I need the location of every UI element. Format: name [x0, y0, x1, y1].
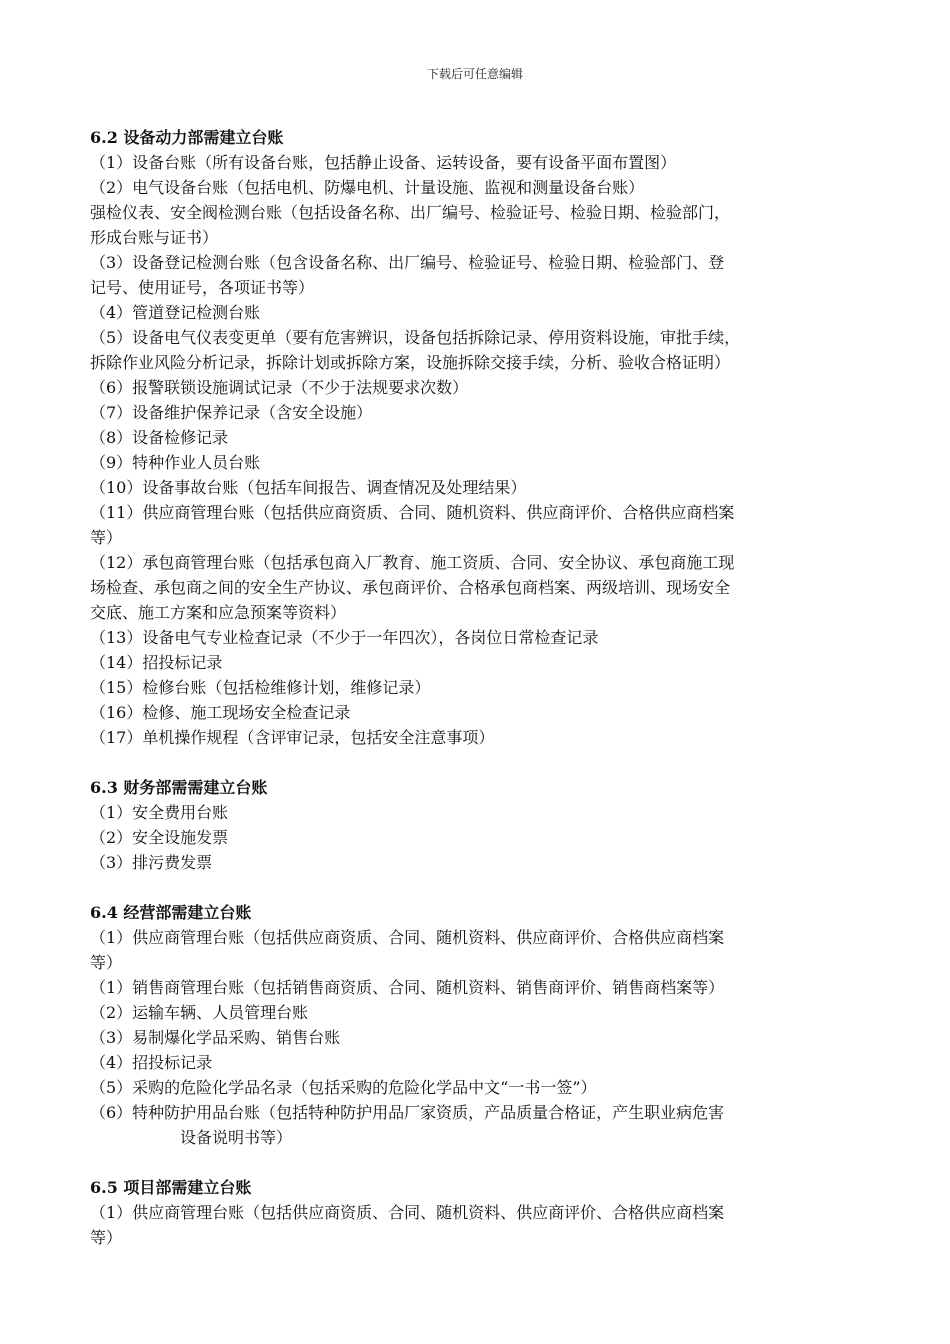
section-6-3 — [90, 775, 865, 875]
page-header: 下载后可任意编辑 — [426, 67, 523, 81]
section-line: 等） — [90, 1228, 123, 1247]
section-6-4 — [90, 900, 865, 1150]
section-line: （4）招投标记录 — [90, 1053, 213, 1072]
section-line: （1）销售商管理台账（包括销售商资质、合同、随机资料、销售商评价、销售商档案等） — [90, 978, 725, 997]
section-line: （6）报警联锁设施调试记录（不少于法规要求次数） — [90, 378, 469, 397]
section-line: 强检仪表、安全阀检测台账（包括设备名称、出厂编号、检验证号、检验日期、检验部门， — [90, 203, 731, 222]
section-line: 记号、使用证号，各项证书等） — [90, 278, 315, 297]
section-title: 6.2 设备动力部需建立台账 — [90, 128, 284, 147]
section-line: 等） — [90, 528, 123, 547]
section-title: 6.3 财务部需需建立台账 — [90, 778, 268, 797]
section-line: 拆除作业风险分析记录，拆除计划或拆除方案，设施拆除交接手续，分析、验收合格证明） — [90, 353, 731, 372]
section-line: （11）供应商管理台账（包括供应商资质、合同、随机资料、供应商评价、合格供应商档案 — [90, 503, 735, 522]
section-line: 形成台账与证书） — [90, 228, 219, 247]
section-title: 6.4 经营部需建立台账 — [90, 903, 252, 922]
section-line: （2）安全设施发票 — [90, 828, 229, 847]
section-line: （6）特种防护用品台账（包括特种防护用品厂家资质，产品质量合格证，产生职业病危害 — [90, 1103, 725, 1122]
section-line: （5）设备电气仪表变更单（要有危害辨识，设备包括拆除记录、停用资料设施，审批手续， — [90, 328, 741, 347]
section-line: （1）设备台账（所有设备台账，包括静止设备、运转设备，要有设备平面布置图） — [90, 153, 677, 172]
section-6-2 — [90, 125, 865, 750]
section-line: （3）排污费发票 — [90, 853, 213, 872]
section-6-5 — [90, 1175, 865, 1250]
section-line: （16）检修、施工现场安全检查记录 — [90, 703, 351, 722]
section-line: （8）设备检修记录 — [90, 428, 229, 447]
section-line: （1）供应商管理台账（包括供应商资质、合同、随机资料、供应商评价、合格供应商档案 — [90, 1203, 725, 1222]
section-line: （12）承包商管理台账（包括承包商入厂教育、施工资质、合同、安全协议、承包商施工现 — [90, 553, 735, 572]
section-line: （3）设备登记检测台账（包含设备名称、出厂编号、检验证号、检验日期、检验部门、登 — [90, 253, 725, 272]
section-line: （3）易制爆化学品采购、销售台账 — [90, 1028, 341, 1047]
section-line: （4）管道登记检测台账 — [90, 303, 261, 322]
section-line: （10）设备事故台账（包括车间报告、调查情况及处理结果） — [90, 478, 527, 497]
section-line: （7）设备维护保养记录（含安全设施） — [90, 403, 373, 422]
section-line: （5）采购的危险化学品名录（包括采购的危险化学品中文“一书一签”） — [90, 1078, 597, 1097]
section-title: 6.5 项目部需建立台账 — [90, 1178, 252, 1197]
section-line: （13）设备电气专业检查记录（不少于一年四次），各岗位日常检查记录 — [90, 628, 599, 647]
section-line: （17）单机操作规程（含评审记录，包括安全注意事项） — [90, 728, 495, 747]
section-line: （1）安全费用台账 — [90, 803, 229, 822]
section-line: 场检查、承包商之间的安全生产协议、承包商评价、合格承包商档案、两级培训、现场安全 — [90, 578, 731, 597]
section-line: （15）检修台账（包括检维修计划，维修记录） — [90, 678, 431, 697]
section-line: 交底、施工方案和应急预案等资料） — [90, 603, 347, 622]
section-line: （2）运输车辆、人员管理台账 — [90, 1003, 309, 1022]
section-line: 等） — [90, 953, 123, 972]
section-line: （1）供应商管理台账（包括供应商资质、合同、随机资料、供应商评价、合格供应商档案 — [90, 928, 725, 947]
section-line: （9）特种作业人员台账 — [90, 453, 261, 472]
section-line: （2）电气设备台账（包括电机、防爆电机、计量设施、监视和测量设备台账） — [90, 178, 645, 197]
section-line: （14）招投标记录 — [90, 653, 223, 672]
section-line-continued: 设备说明书等） — [180, 1128, 293, 1147]
document-body — [90, 125, 865, 1250]
